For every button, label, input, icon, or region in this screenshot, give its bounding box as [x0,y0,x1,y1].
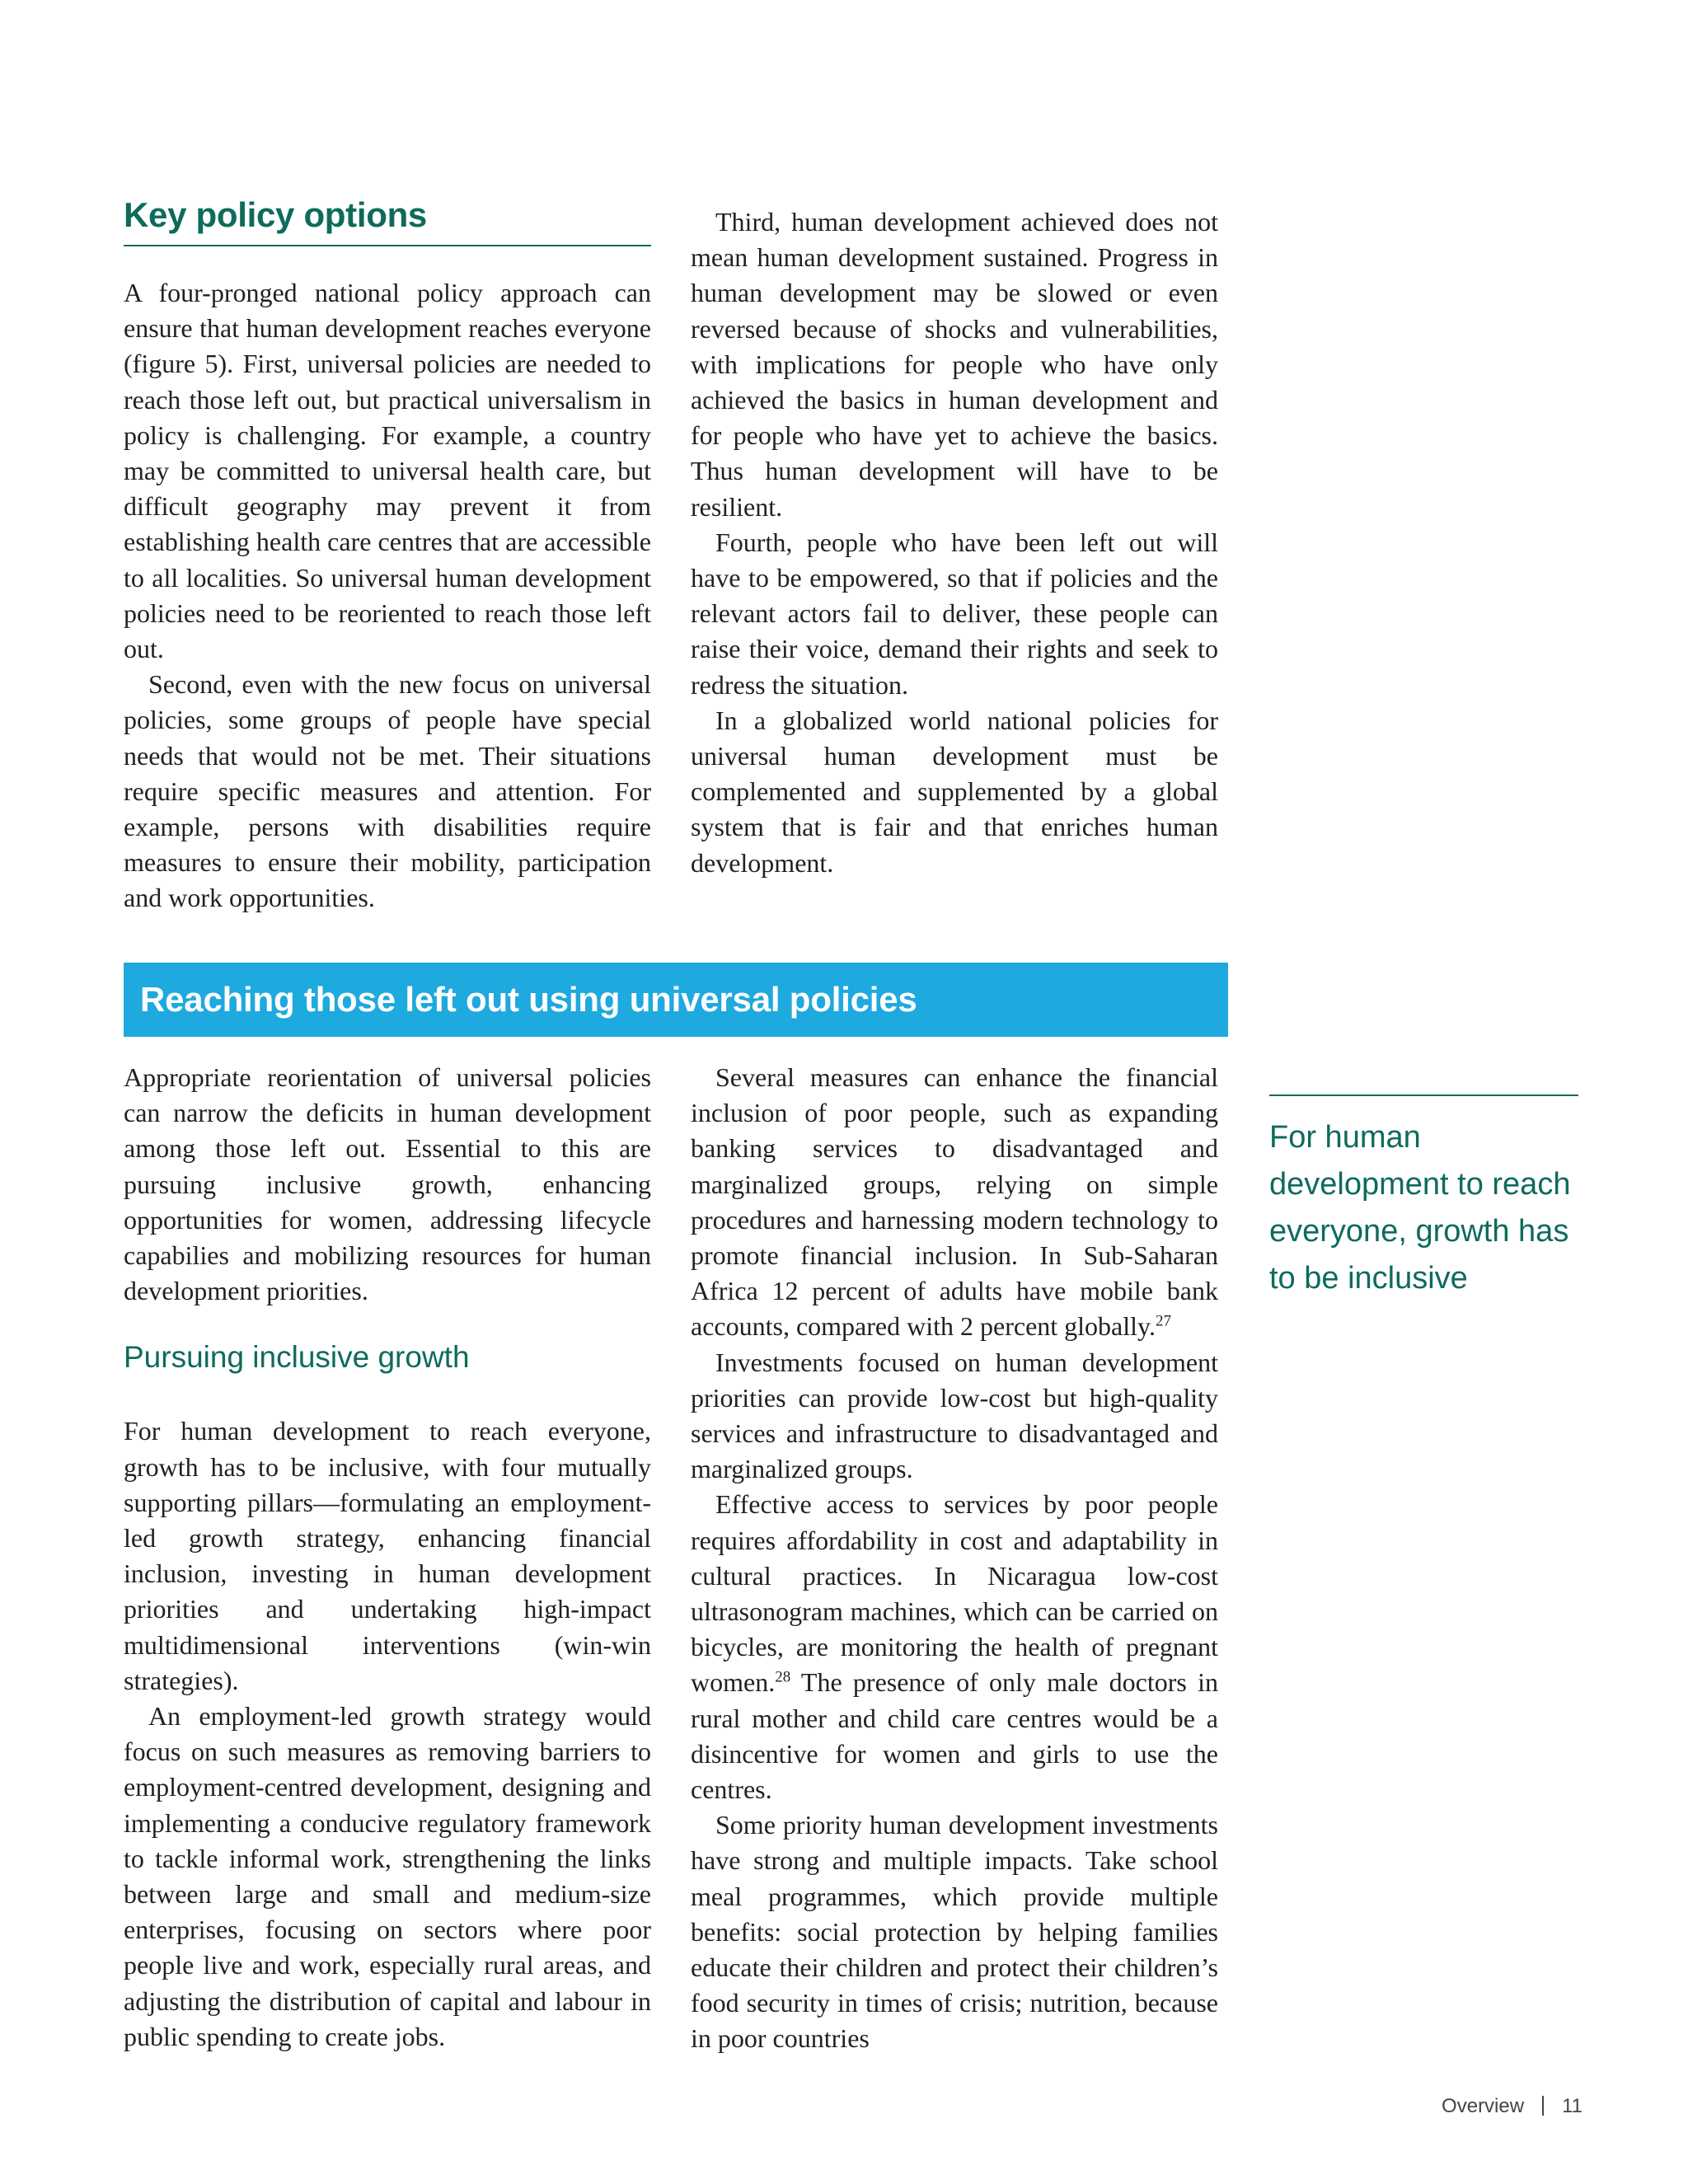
section-heading-key-policy-options: Key policy options [124,192,651,246]
paragraph: Fourth, people who have been left out will have to be empowered, so that if policies and the relevant actors fail to deliver, these people can raise their voice, demand their rights and seek to redress the situation. [691,527,1218,700]
section2-left-column [124,1060,651,2055]
paragraph-text: Several measures can enhance the financial inclusion of poor people, such as expanding banking services to disadvantaged and marginalized groups, relying on simple procedures and harnessing modern technology to promote financial inclusion. In Sub-Saharan Africa 12 percent of adults have mobile bank accounts, compared with 2 percent globally. [691,1062,1218,1342]
sidenote-text: For human development to reach everyone, growth has to be inclusive [1269,1120,1571,1296]
paragraph: Investments focused on human development priorities can provide low-cost but high-quality services and infrastructure to disadvantaged and marginalized groups. [691,1347,1218,1484]
paragraph: In a globalized world national policies for universal human development must be complemented and supplemented by a global system that is fair and that enriches human development. [691,705,1218,878]
page-number: 11 [1562,2095,1582,2117]
paragraph [691,1487,1218,1807]
paragraph: For human development to reach everyone, growth has to be inclusive, with four mutually supporting pillars—formulating an employment-led growth strategy, enhancing financial inclusion, investing in human development priorities and undertaking high-impact multidimensional interventions (win-win strategies). [124,1416,651,1695]
intro-paragraph: Appropriate reorientation of universal policies can narrow the deficits in human development among those left out. Essential to this are pursuing inclusive growth, enhancing opportunities for women, addressing lifecycle capabilies and mobilizing resources for human development priorities. [124,1062,651,1306]
paragraph [691,1060,1218,1345]
paragraph: Second, even with the new focus on universal policies, some groups of people have special needs that would not be met. Their situations require specific measures and attention. For example, persons with disabilities require measures to ensure their mobility, participation and work opportunities. [124,669,651,913]
paragraph-text: Effective access to services by poor people requires affordability in cost and adaptability in cultural practices. In Nicaragua low-cost ultrasonogram machines, which can be carried on bicycles, are monitoring the health of pregnant women. [691,1489,1218,1698]
paragraph: Some priority human development investments have strong and multiple impacts. Take school meal programmes, which provide multiple benefits: social protection by helping families educate their children and protect their children’s food security in times of crisis; nutrition, because in poor countries [691,1810,1218,2054]
subheading-pursuing-inclusive-growth: Pursuing inclusive growth [124,1340,470,1375]
paragraph-text: The presence of only male doctors in rural mother and child care centres would be a disincentive for women and girls to use the centres. [691,1667,1218,1805]
section-banner [124,963,1228,1037]
paragraph: Third, human development achieved does not mean human development sustained. Progress in human development may be slowed or even reversed because of shocks and vulnerabilities, with implications for people who have only achieved the basics in human development and for people who have yet to achieve the basics. Thus human development will have to be resilient. [691,207,1218,522]
banner-title: Reaching those left out using universal policies [140,980,917,1019]
paragraph: A four-pronged national policy approach can ensure that human development reaches everyone (figure 5). First, universal policies are needed to reach those left out, but practical universalism in policy is challenging. For example, a country may be committed to universal health care, but difficult geography may prevent it from establishing health care centres that are accessible to all localities. So universal human development policies need to be reoriented to reach those left out. [124,278,651,664]
footer-separator [1542,2096,1544,2116]
section1-left-column [124,275,651,916]
footnote-ref: 28 [775,1668,791,1686]
footnote-ref: 27 [1155,1312,1171,1330]
paragraph: An employment-led growth strategy would focus on such measures as removing barriers to employment-centred development, designing and implementing a conducive regulatory framework to tackle informal work, strengthening the links between large and small and medium-size enterprises, focusing on sectors where poor people live and work, especially rural areas, and adjusting the distribution of capital and labour in public spending to create jobs. [124,1701,651,2051]
footer-section-label: Overview [1442,2095,1525,2117]
section2-right-column [691,1060,1218,2057]
page-footer [1401,2093,1582,2120]
section1-right-column [691,204,1218,881]
sidenote [1269,1094,1578,1302]
